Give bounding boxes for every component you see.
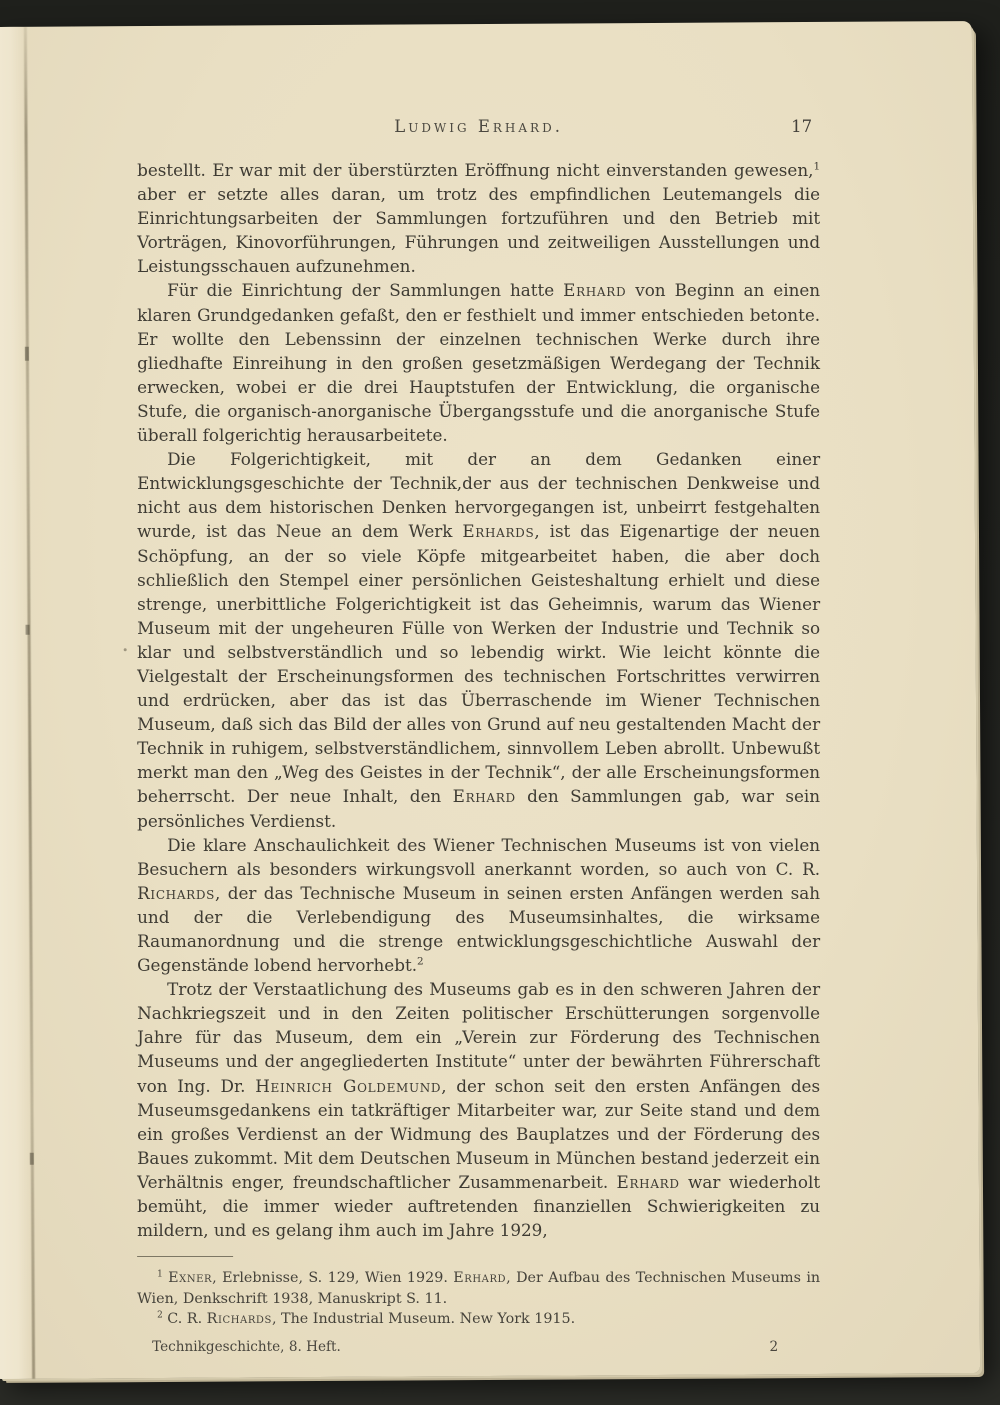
running-title: Ludwig Erhard. <box>394 117 563 137</box>
page-footer <box>137 1339 820 1355</box>
scan-speck <box>124 648 127 651</box>
page-fold-crease <box>24 27 35 1379</box>
footnote-2: $^2$ C. R. Richards, The Industrial Museum. New York 1915. <box>157 1310 576 1328</box>
paragraph: Die Folgerichtigkeit, mit der an dem Gedanken einer Entwicklungsgeschichte der Technik,der aus der technischen Denkweise und nicht aus dem historischen Denken hervorgegangen ist, unbeirrt festgehalten wurde, ist das Neue an dem Werk Erhards, ist das Eigenartige der neuen Schöpfung, an der so viele Köpfe mitgearbeitet haben, die aber doch schließlich den Stempel einer persönlichen Geisteshaltung erhielt und diese strenge, unerbittliche Folgerichtigkeit ist das Geheimnis, warum das Wiener Museum mit der ungeheuren Fülle von Werken der Industrie und Technik so klar und selbstverständlich und so lebendig wirkt. Wie leicht könnte die Vielgestalt der Erscheinungsformen des technischen Fortschrittes verwirren und erdrücken, aber das ist das Überraschende im Wiener Technischen Museum, daß sich das Bild der alles von Grund auf neu gestaltenden Macht der Technik in ruhigem, selbstverständlichem, sinnvollem Leben abrollt. Unbewußt merkt man den „Weg des Geistes in der Technik“, der alle Erscheinungsformen beherrscht. Der neue Inhalt, den Erhard den Sammlungen gab, war sein persönliches Verdienst. <box>137 449 821 831</box>
paragraph: Die klare Anschaulichkeit des Wiener Technischen Museums ist von vielen Besuchern als besonders wirkungsvoll anerkannt worden, so auch von C. R. Richards, der das Technische Museum in seinen ersten Anfängen werden sah und der die Verlebendigung des Museumsinhaltes, die wirksame Raumanordnung und die strenge entwicklungsgeschichtliche Auswahl der Gegenstände lobend hervorhebt.$^2$ <box>137 834 821 976</box>
journal-imprint: Technikgeschichte, 8. Heft. <box>152 1339 341 1356</box>
body-text <box>137 158 820 1242</box>
footnote-1: $^1$ Exner, Erlebnisse, S. 129, Wien 1929. Erhard, Der Aufbau des Technischen Museums in Wien, Denkschrift 1938, Manuskript S. 11. <box>137 1269 821 1307</box>
page-content <box>137 117 820 1355</box>
page-header <box>137 117 820 141</box>
scan-speck <box>26 625 30 635</box>
book-page <box>0 21 980 1379</box>
sheet-signature: 2 <box>769 1339 779 1356</box>
footnote-separator <box>137 1256 233 1257</box>
page-number: 17 <box>791 117 813 137</box>
footnotes <box>137 1268 820 1330</box>
paragraph: bestellt. Er war mit der überstürzten Eröffnung nicht einverstanden gewesen,$^1$ aber er setzte alles daran, um trotz des empfindlichen Leutemangels die Einrichtungsarbeiten der Sammlungen fortzuführen und den Betrieb mit Vorträgen, Kinovorführungen, Führungen und zeitweiligen Ausstellungen und Leistungsschauen aufzunehmen. <box>137 160 821 277</box>
scan-speck <box>25 347 29 361</box>
paragraph: Trotz der Verstaatlichung des Museums gab es in den schweren Jahren der Nachkriegszeit und in den Zeiten politischer Erschütterungen sorgenvolle Jahre für das Museum, dem ein „Verein zur Förderung des Technischen Museums und der angegliederten Institute“ unter der bewährten Führerschaft von Ing. Dr. Heinrich Goldemund, der schon seit den ersten Anfängen des Museumsgedankens ein tatkräftiger Mitarbeiter war, zur Seite stand und dem ein großes Verdienst an der Widmung des Bauplatzes und der Förderung des Baues zukommt. Mit dem Deutschen Museum in München bestand jederzeit ein Verhältnis enger, freundschaftlicher Zusammenarbeit. Erhard war wiederholt bemüht, die immer wieder auftretenden finanziellen Schwierigkeiten zu mildern, und es gelang ihm auch im Jahre 1929, <box>137 979 821 1241</box>
paragraph: Für die Einrichtung der Sammlungen hatte Erhard von Beginn an einen klaren Grundgedanken gefaßt, den er festhielt und immer entschieden betonte. Er wollte den Lebenssinn der einzelnen technischen Werke durch ihre gliedhafte Einreihung in den großen gesetzmäßigen Werdegang der Technik erwecken, wobei er die drei Hauptstufen der Entwicklung, die organische Stufe, die organisch-anorganische Übergangsstufe und die anorganische Stufe überall folgerichtig herausarbeitete. <box>137 280 821 446</box>
scan-speck <box>30 1153 34 1165</box>
